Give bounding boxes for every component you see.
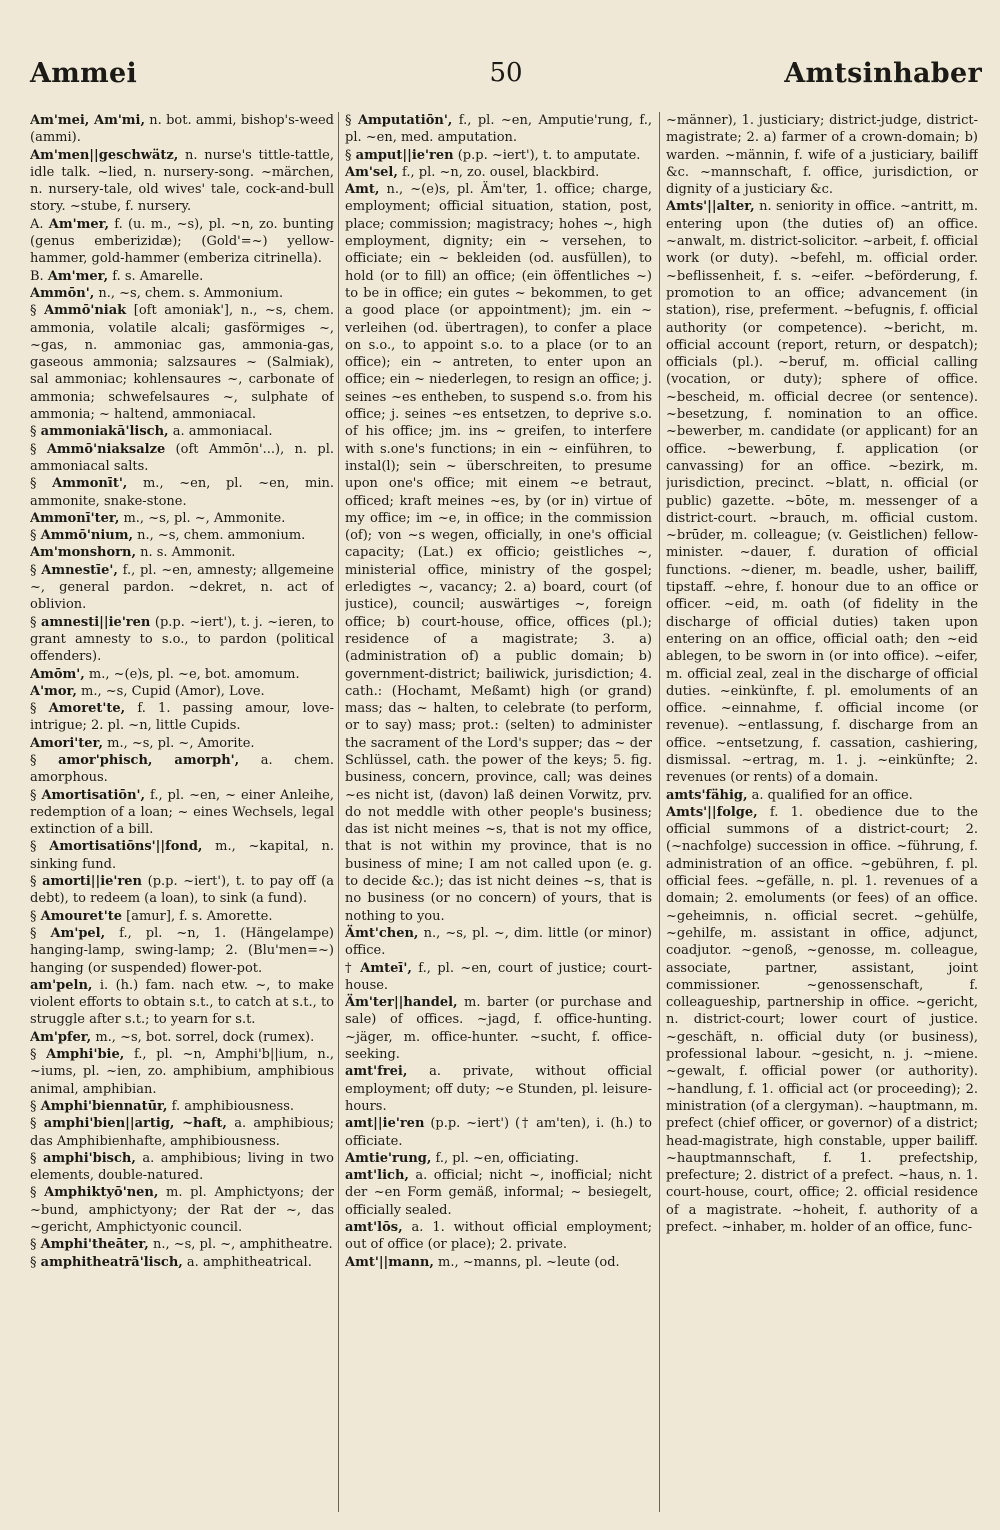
entry-definition: f., pl. ~en, ~ einer Anleihe, redemption of a loan; ~ eines Wechsels, legal extinction of a bill. — [30, 787, 334, 838]
entry-definition: f. 1. obedience due to the official summons of a district-court; 2. (~nachfolge) succession in office. ~führung, f. administration of an office. ~gebühren, f. pl. official fees. ~gefälle, n. pl. 1. revenues of a domain; 2. emoluments (or fees) of an office. ~geheimnis, n. official secret. ~gehülfe, ~gehilfe, m. assistant in office, adjunct, coadjutor. ~genoß, ~genosse, m. colleague, associate, partner, assistant, joint commissioner. ~genossenschaft, f. colleagueship, partnership in office. ~gericht, n. district-court; lower court of justice. ~geschäft, n. official duty (or business), professional labour. ~gesicht, n. j. ~miene. ~gewalt, f. official power (or authority). ~handlung, f. 1. official act (or proceeding); 2. ministration (of a clergyman). ~hauptmann, m. prefect (chief officer, or governor) of a district; head-magistrate, high constable, upper bailiff. ~hauptmannschaft, f. 1. prefectship, prefecture; 2. district of a prefect. ~haus, n. 1. court-house, court, office; 2. official residence of a magistrate. ~hoheit, f. authority of a prefect. ~inhaber, m. holder of an office, func- — [666, 804, 978, 1235]
dictionary-entry — [345, 181, 652, 925]
entry-headword: Amt'||mann, — [345, 1254, 434, 1270]
entry-definition: f. s. Amarelle. — [108, 268, 204, 284]
dictionary-entry — [345, 1167, 652, 1219]
entry-marker: § — [30, 787, 37, 803]
entry-headword: amnesti||ie'ren — [41, 614, 151, 630]
entry-definition: a. qualified for an office. — [747, 787, 913, 803]
entry-headword: Am'pfer, — [30, 1029, 92, 1045]
entry-marker: B. — [30, 268, 44, 284]
entry-headword: Amouret'te — [40, 908, 122, 924]
dictionary-entry — [30, 1150, 334, 1185]
entry-headword: Am'mei, Am'mi, — [30, 113, 146, 128]
entry-headword: Amortisatiōn', — [41, 787, 146, 803]
dictionary-entry — [30, 700, 334, 735]
entry-headword: Amphi'bie, — [46, 1047, 125, 1063]
dictionary-entry — [30, 1184, 334, 1236]
entry-headword: Amphi'theāter, — [40, 1237, 149, 1253]
left-guide-word: Ammei — [30, 58, 138, 89]
entry-headword: Amtie'rung, — [345, 1150, 432, 1166]
entry-definition: (p.p. ~iert'), t. to amputate. — [453, 147, 641, 163]
entry-definition: n., ~(e)s, pl. Äm'ter, 1. office; charge, employment; official situation, station, post, place; commission; magistracy; hohes ~, high employment, dignity; ein ~ versehen, to officiate; ein ~ bekleiden (od. ausfüllen), to hold (or to fill) an office; (ein öffentliches ~) to be in office; ein gutes ~ bekommen, to get a good place (or appointment); jm. ein ~ verleihen (od. übertragen), to confer a place on s.o., to appoint s.o. to a place (or to an office); ein ~ antreten, to enter upon an office; ein ~ niederlegen, to resign an office; j. seines ~es entheben, to suspend s.o. from his office; j. seines ~es entsetzen, to deprive s.o. of his office; jm. ins ~ greifen, to interfere with s.one's functions; in ein ~ einführen, to instal(l); sein ~ überschreiten, to presume upon one's office; mit einem ~e betraut, officed; kraft meines ~es, by (or in) virtue of my office; im ~e, in office; in the commission (of); von ~s wegen, officially, in one's official capacity; (Lat.) ex officio; geistliches ~, ministerial office, ministry of the gospel; erledigtes ~, vacancy; 2. a) board, court (of justice), council; auswärtiges ~, foreign office; b) court-house, office, offices (pl.); residence of a magistrate; 3. a) (administration of) a public domain; b) government-district; bailiwick, jurisdiction; 4. cath.: (Hochamt, Meßamt) high (or grand) mass; das ~ halten, to celebrate (to perform, or to say) mass; prot.: (selten) to administer the sacrament of the Lord's supper; das ~ der Schlüssel, cath. the power of the keys; 5. fig. business, concern, province, call; was deines ~es nicht ist, (davon) laß deinen Vorwitz, prv. do not meddle with other people's business; das ist nicht meines ~s, that is not my office, that is not within my province, that is no business of mine; I am not called upon (e. g. to decide &c.); das ist nicht deines ~s, that is no business (or no concern) of yours, that is nothing to you. — [345, 182, 652, 924]
entry-headword: amorti||ie'ren — [42, 874, 142, 890]
entry-definition: f. amphibiousness. — [167, 1098, 295, 1114]
entry-definition: m., ~en, pl. ~en, min. ammonite, snake-stone. — [30, 476, 334, 509]
dictionary-entry — [30, 216, 334, 268]
entry-headword: Amoret'te, — [48, 701, 126, 717]
dictionary-entry — [30, 562, 334, 614]
dictionary-entry — [30, 285, 334, 302]
dictionary-entry — [30, 1115, 334, 1150]
dictionary-entry — [30, 666, 334, 683]
entry-headword: amt'frei, — [345, 1064, 408, 1080]
entry-definition: n., ~s, pl. ~, amphitheatre. — [148, 1237, 333, 1253]
entry-definition: m. pl. Amphictyons; der ~bund, amphictyony; der Rat der ~, das ~gericht, Amphictyonic council. — [30, 1185, 334, 1235]
entry-definition: n. bot. ammi, bishop's-weed (ammi). — [30, 113, 334, 146]
entry-headword: Amortisatiōns'||fond, — [49, 839, 203, 855]
entry-marker: § — [30, 752, 37, 768]
entry-definition: f. 1. passing amour, love-intrigue; 2. pl. ~n, little Cupids. — [30, 701, 334, 734]
dictionary-entry — [30, 683, 334, 700]
entry-marker: § — [30, 839, 37, 855]
column-divider — [659, 112, 660, 1512]
dictionary-entry — [30, 977, 334, 1029]
entry-definition: (p.p. ~iert'), t. to pay off (a debt), to redeem (a loan), to sink (a fund). — [30, 874, 334, 907]
entry-definition: a. private, without official employment; off duty; ~e Stunden, pl. leisure-hours. — [345, 1064, 652, 1114]
dictionary-entry — [30, 925, 334, 977]
entry-marker: § — [30, 1254, 37, 1270]
entry-marker: § — [30, 303, 37, 319]
entry-definition: a. amphitheatrical. — [182, 1254, 312, 1270]
page-header — [30, 58, 982, 94]
dictionary-entry — [30, 1046, 334, 1098]
entry-headword: Am'men||geschwätz, — [30, 147, 179, 163]
entry-headword: Am'mer, — [48, 216, 110, 232]
entry-definition: m., ~s, bot. sorrel, dock (rumex). — [91, 1029, 315, 1045]
entry-marker: § — [30, 1237, 37, 1253]
entry-definition: f., pl. ~en, amnesty; allgemeine ~, general pardon. ~dekret, n. act of oblivion. — [30, 562, 334, 613]
entry-marker: § — [30, 476, 37, 492]
column-1 — [30, 112, 334, 1512]
entry-definition: a. amphibious; living in two elements, double-natured. — [30, 1150, 334, 1184]
entry-headword: am'peln, — [30, 977, 93, 993]
dictionary-entry — [30, 1029, 334, 1046]
entry-definition: [amur], f. s. Amorette. — [122, 908, 273, 924]
dictionary-entry — [30, 614, 334, 666]
entry-headword: A'mor, — [30, 683, 77, 699]
entry-headword: amput||ie'ren — [355, 147, 454, 163]
entry-headword: Amphi'biennatūr, — [40, 1098, 168, 1114]
entry-marker: § — [30, 1098, 37, 1114]
dictionary-entry — [30, 908, 334, 925]
entry-headword: amts'fähig, — [666, 787, 748, 803]
entry-marker: § — [30, 528, 37, 544]
dictionary-entry — [30, 441, 334, 476]
entry-definition: f., pl. ~n, Amphi'b||ium, n., ~iums, pl. ~ien, zo. amphibium, amphibious animal, amphibian. — [30, 1047, 334, 1097]
entry-definition: n. s. Ammonit. — [135, 545, 236, 561]
dictionary-entry — [666, 198, 978, 786]
dictionary-entry — [345, 925, 652, 960]
entry-headword: Ammonī'ter, — [30, 510, 120, 526]
entry-headword: Am'mer, — [47, 268, 109, 284]
entry-definition: (oft Ammōn'...), n. pl. ammoniacal salts. — [30, 441, 334, 474]
entry-headword: amphi'bien||artig, ~haft, — [43, 1116, 227, 1132]
entry-definition: f., pl. ~en, court of justice; court-house. — [345, 960, 652, 993]
page-number: 50 — [489, 58, 523, 88]
dictionary-entry — [30, 752, 334, 787]
entry-definition: f., pl. ~en, officiating. — [431, 1150, 579, 1166]
entry-headword: amphi'bisch, — [42, 1150, 136, 1166]
entry-definition: m., ~s, Cupid (Amor), Love. — [76, 683, 265, 699]
dictionary-entry — [30, 1254, 334, 1271]
entry-headword: Amputatiōn', — [357, 113, 453, 128]
entry-definition: n., ~s, chem. ammonium. — [133, 528, 306, 544]
entry-headword: Amori'ter, — [30, 735, 103, 751]
dictionary-entry — [666, 112, 978, 198]
dictionary-entry — [30, 873, 334, 908]
column-2 — [345, 112, 652, 1512]
entry-headword: Äm'ter||handel, — [345, 995, 458, 1011]
entry-definition: f., pl. ~en, Amputie'rung, f., pl. ~en, med. amputation. — [345, 113, 652, 146]
entry-marker: § — [30, 1150, 37, 1166]
dictionary-entry — [345, 164, 652, 181]
entry-definition: f., pl. ~n, zo. ousel, blackbird. — [397, 164, 600, 180]
dictionary-entry — [30, 268, 334, 285]
dictionary-entry — [30, 735, 334, 752]
entry-definition: m., ~s, pl. ~, Ammonite. — [119, 510, 286, 526]
entry-definition: i. (h.) fam. nach etw. ~, to make violent efforts to obtain s.t., to catch at s.t., to struggle after s.t.; to yearn for s.t. — [30, 977, 334, 1028]
entry-marker: † — [345, 960, 354, 976]
entry-marker: § — [30, 614, 37, 630]
entry-headword: ammoniakā'lisch, — [40, 424, 169, 440]
entry-marker: § — [30, 874, 37, 890]
dictionary-entry — [30, 527, 334, 544]
entry-marker: § — [345, 113, 352, 128]
entry-definition: n., ~s, pl. ~, dim. little (or minor) office. — [345, 925, 652, 959]
entry-definition: m., ~(e)s, pl. ~e, bot. amomum. — [84, 666, 300, 682]
entry-marker: § — [30, 925, 37, 941]
entry-headword: amt'lich, — [345, 1168, 409, 1184]
entry-headword: Amteī', — [360, 960, 412, 976]
entry-definition: n., ~s, chem. s. Ammonium. — [94, 285, 284, 301]
entry-definition: [oft amoniak'], n., ~s, chem. ammonia, volatile alcali; gasförmiges ~, ~gas, n. ammoniac gas, ammonia-gas, gaseous ammonia; salzsaures ~ (Salmiak), sal ammoniac; kohlensaures ~, carbonate of ammonia; schwefelsaures ~, sulphate of ammonia; ~ haltend, ammoniacal. — [30, 303, 334, 423]
column-divider — [338, 112, 339, 1512]
dictionary-entry — [345, 960, 652, 995]
dictionary-entry — [666, 804, 978, 1236]
dictionary-entry — [345, 147, 652, 164]
entry-definition: a. 1. without official employment; out of office (or place); 2. private. — [345, 1220, 652, 1253]
dictionary-entry — [345, 1150, 652, 1167]
entry-definition: (p.p. ~iert') († am'ten), i. (h.) to officiate. — [345, 1116, 652, 1149]
entry-definition: n. nurse's tittle-tattle, idle talk. ~lied, n. nursery-song. ~märchen, n. nursery-tale, old wives' tale, cock-and-bull story. ~stube, f. nursery. — [30, 147, 334, 215]
entry-headword: Am'sel, — [345, 164, 398, 180]
dictionary-entry — [30, 147, 334, 216]
entry-marker: § — [30, 424, 37, 440]
entry-definition: a. ammoniacal. — [168, 424, 273, 440]
entry-headword: Ammō'nium, — [40, 528, 134, 544]
dictionary-entry — [30, 1098, 334, 1115]
entry-definition: f., pl. ~n, 1. (Hängelampe) hanging-lamp, swing-lamp; 2. (Blu'men=~) hanging (or suspended) flower-pot. — [30, 925, 334, 976]
entry-headword: Am'pel, — [50, 925, 106, 941]
entry-definition: m., ~s, pl. ~, Amorite. — [103, 735, 255, 751]
entry-headword: amphitheatrā'lisch, — [40, 1254, 183, 1270]
entry-definition: ~männer), 1. justiciary; district-judge, district-magistrate; 2. a) farmer of a crown-domain; b) warden. ~männin, f. wife of a justiciary, bailiff &c. ~mannschaft, f. office, jurisdiction, or dignity of a justiciary &c. — [666, 113, 978, 198]
entry-definition: a. amphibious; das Amphibienhafte, amphibiousness. — [30, 1116, 334, 1149]
dictionary-entry — [30, 302, 334, 423]
entry-marker: § — [30, 441, 37, 457]
entry-headword: amor'phisch, amorph', — [58, 752, 240, 768]
entry-headword: Amts'||alter, — [666, 199, 755, 215]
dictionary-entry — [30, 112, 334, 147]
entry-definition: m. barter (or purchase and sale) of offices. ~jagd, f. office-hunting. ~jäger, m. office-hunter. ~sucht, f. office-seeking. — [345, 995, 652, 1063]
entry-marker: § — [30, 1047, 37, 1063]
entry-headword: Ammōn', — [30, 285, 95, 301]
dictionary-entry — [345, 1115, 652, 1150]
entry-marker: § — [30, 908, 37, 924]
entry-marker: § — [30, 1116, 37, 1132]
entry-definition: a. official; nicht ~, inofficial; nicht der ~en Form gemäß, informal; ~ besiegelt, officially sealed. — [345, 1168, 652, 1218]
entry-definition: f. (u. m., ~s), pl. ~n, zo. bunting (genus emberizidæ); (Gold'=~) yellow-hammer, gold-hammer (emberiza citrinella). — [30, 216, 334, 267]
dictionary-entry — [345, 112, 652, 147]
dictionary-entry — [345, 1219, 652, 1254]
entry-marker: § — [30, 1185, 37, 1201]
dictionary-entry — [345, 994, 652, 1063]
entry-headword: Am'monshorn, — [30, 545, 136, 561]
dictionary-entry — [30, 423, 334, 440]
entry-marker: § — [345, 147, 352, 163]
entry-headword: Amts'||folge, — [666, 804, 758, 820]
dictionary-entry — [345, 1254, 652, 1271]
entry-headword: amt'lōs, — [345, 1220, 403, 1235]
entry-headword: Ammonīt', — [52, 476, 128, 492]
entry-definition: m., ~kapital, n. sinking fund. — [30, 839, 334, 872]
entry-marker: § — [30, 701, 37, 717]
entry-headword: Amt, — [345, 182, 380, 198]
entry-definition: a. chem. amorphous. — [30, 752, 334, 786]
entry-definition: m., ~manns, pl. ~leute (od. — [433, 1254, 620, 1270]
column-3 — [666, 112, 978, 1512]
entry-definition: n. seniority in office. ~antritt, m. entering upon (the duties of) an office. ~anwalt, m. district-solicitor. ~arbeit, f. official work (or duty). ~befehl, m. official order. ~beflissenheit, f. s. ~eifer. ~beförderung, f. promotion to an office; advancement (in station), rise, preferment. ~befugnis, f. official authority (or competence). ~bericht, m. official account (report, return, or despatch); officials (pl.). ~beruf, m. official calling (vocation, or duty); sphere of office. ~bescheid, m. official decree (or sentence). ~besetzung, f. nomination to an office. ~bewerber, m. candidate (or applicant) for an office. ~bewerbung, f. application (or canvassing) for an office. ~bezirk, m. jurisdiction, precinct. ~blatt, n. official (or public) gazette. ~bōte, m. messenger of a district-court. ~brauch, m. official custom. ~brūder, m. colleague; (v. Geistlichen) fellow-minister. ~dauer, f. duration of official functions. ~diener, m. beadle, usher, bailiff, tipstaff. ~ehre, f. honour due to an office or officer. ~eid, m. oath (of fidelity in the discharge of official duties) taken upon entering on an office, official oath; den ~eid ablegen, to be sworn in (or into office). ~eifer, m. official zeal, zeal in the discharge of official duties. ~einkünfte, f. pl. emoluments of an office. ~einnahme, f. official income (or revenue). ~entlassung, f. discharge from an office. ~entsetzung, f. cassation, cashiering, dismissal. ~ertrag, m. 1. j. ~einkünfte; 2. revenues (or rents) of a domain. — [666, 199, 978, 786]
entry-marker: A. — [30, 216, 44, 232]
dictionary-entry — [30, 787, 334, 839]
entry-headword: Ammō'niak — [44, 303, 127, 319]
entry-headword: Ammō'niaksalze — [46, 441, 166, 457]
entry-headword: amt||ie'ren — [345, 1116, 425, 1132]
entry-headword: Ämt'chen, — [345, 925, 419, 941]
dictionary-entry — [30, 475, 334, 510]
dictionary-entry — [30, 838, 334, 873]
right-guide-word: Amtsinhaber — [784, 58, 982, 89]
dictionary-entry — [666, 787, 978, 804]
dictionary-entry — [30, 510, 334, 527]
dictionary-entry — [345, 1063, 652, 1115]
dictionary-entry — [30, 544, 334, 561]
entry-marker: § — [30, 562, 37, 578]
entry-headword: Amnestīe', — [41, 562, 118, 578]
dictionary-entry — [30, 1236, 334, 1253]
entry-definition: (p.p. ~iert'), t. j. ~ieren, to grant amnesty to s.o., to pardon (political offenders). — [30, 614, 334, 665]
entry-headword: Amōm', — [30, 666, 85, 682]
entry-headword: Amphiktyō'nen, — [44, 1185, 159, 1201]
